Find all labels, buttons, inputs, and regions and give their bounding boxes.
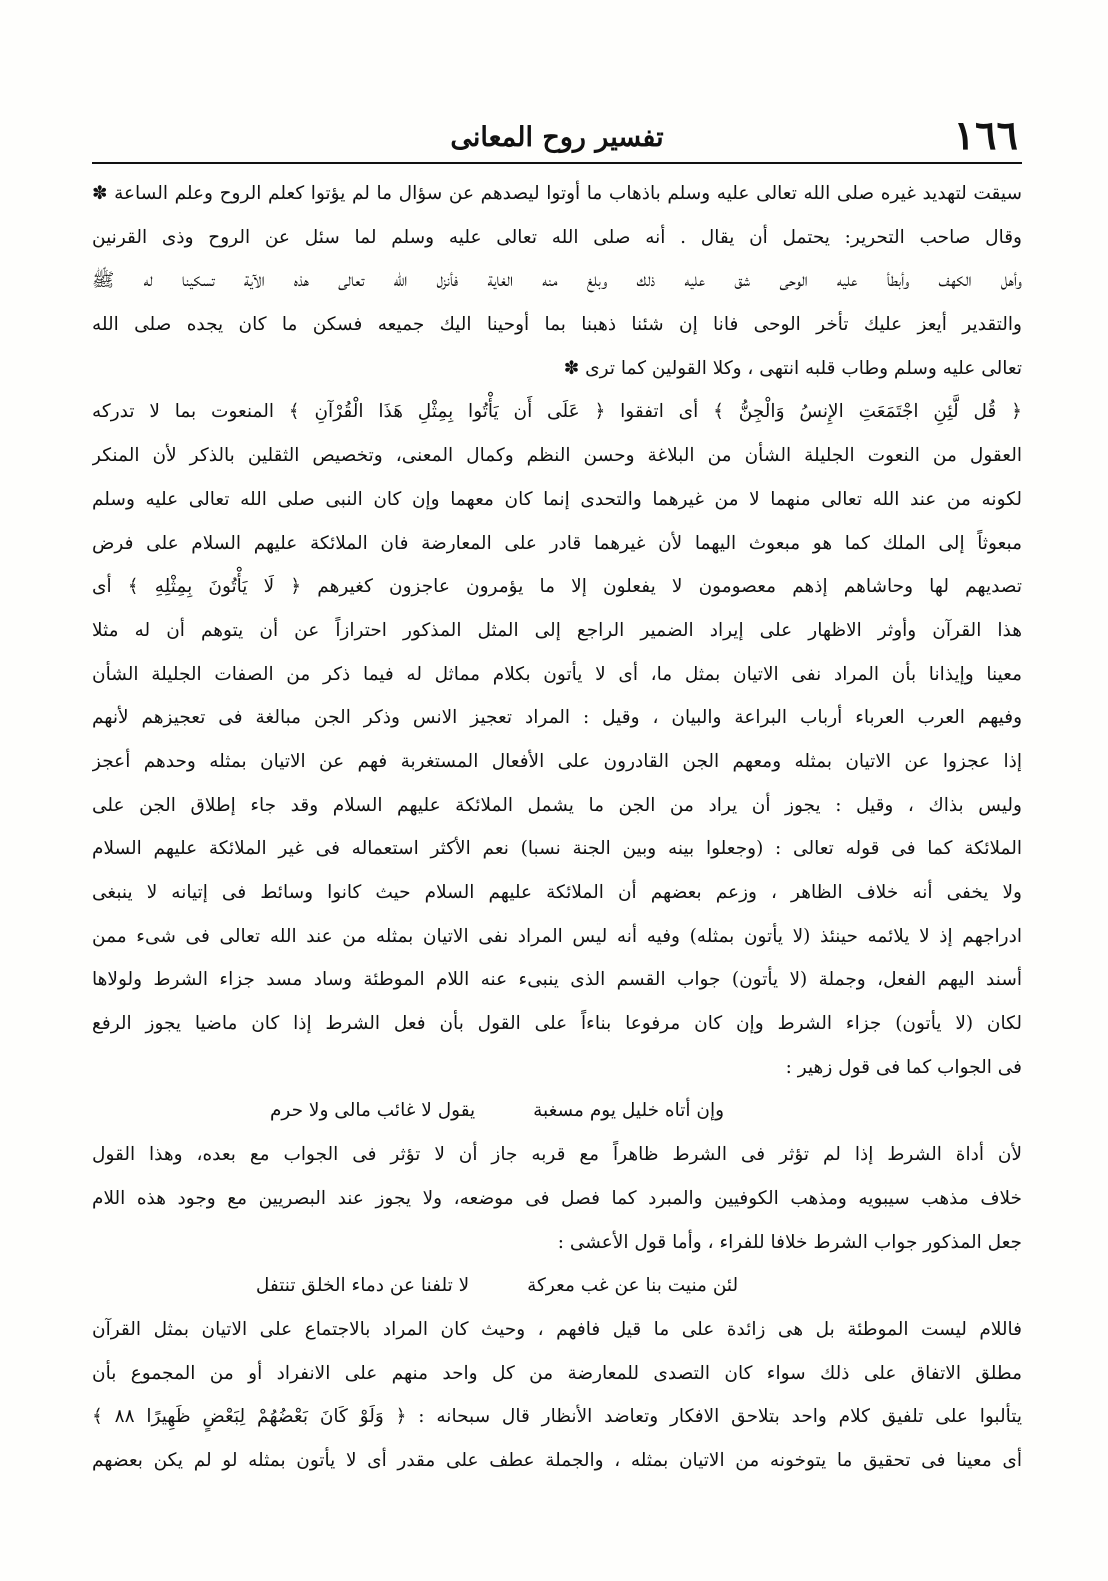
text-line: مطلق الاتفاق على ذلك سواء كان التصدى للمعارضة من كل واحد منهم على الانفراد أو من المجموع بأن xyxy=(92,1362,1022,1384)
verse-first-hemistich: لئن منيت بنا عن غب معركة xyxy=(527,1275,739,1297)
verse-first-hemistich: وإن أتاه خليل يوم مسغبة xyxy=(533,1100,725,1122)
text-line: ادراجهم إذ لا يلائمه حينئذ (لا يأتون بمثله) وفيه أنه ليس المراد نفى الاتيان بمثله من عند الله تعالى فى شىء ممن xyxy=(92,925,1022,947)
text-line: وليس بذاك ، وقيل : يجوز أن يراد من الجن ما يشمل الملائكة عليهم السلام وقد جاء إطلاق الجن على xyxy=(92,794,1022,816)
text-line: سيقت لتهديد غيره صلى الله تعالى عليه وسلم باذهاب ما أوتوا ليصدهم عن سؤال ما لم يؤتوا كعلم الروح وعلم الساعة ✽ xyxy=(92,183,1022,204)
poetry-verse-zuhayr xyxy=(92,1089,1022,1133)
text-line: لأن أداة الشرط إذا لم تؤثر فى الشرط ظاهراً مع قربه جاز أن لا تؤثر فى الجواب مع بعده، وهذا القول xyxy=(92,1144,1022,1166)
commentary-text xyxy=(92,164,1022,1483)
page-number: ١٦٦ xyxy=(953,112,1018,159)
text-line: لكونه من عند الله تعالى منهما لا من غيرهما والتحدى إنما كان معهما وإن كان النبى صلى الله تعالى عليه وسلم xyxy=(92,488,1022,510)
text-line: هذا القرآن وأوثر الاظهار على إيراد الضمير الراجع إلى المثل المذكور احترازاً عن أن يتوهم أن له مثلا xyxy=(92,619,1022,641)
text-line: لكان (لا يأتون) جزاء الشرط وإن كان مرفوعا بناءاً على القول بأن فعل الشرط إذا كان ماضيا يجوز الرفع xyxy=(92,1013,1022,1035)
text-line: فى الجواب كما فى قول زهير : xyxy=(785,1056,1022,1078)
page-header xyxy=(92,112,1022,164)
text-line: وأهل الكهف وأبطأ عليه الوحى شق عليه ذلك وبلغ منه الغاية فأنزل الله تعالى هذه الآية تسكينا له ﷺ xyxy=(92,270,1022,292)
verse-quote-line: يتألبوا على تلفيق كلام واحد بتلاحق الافكار وتعاضد الأنظار قال سبحانه : ﴿ وَلَوْ كَانَ بَعْضُهُمْ لِبَعْضٍ ظَهِيرًا ٨٨ ﴾ xyxy=(92,1406,1022,1428)
text-line: تصديهم لها وحاشاهم إذهم معصومون لا يفعلون إلا ما يؤمرون عاجزون كغيرهم ﴿ لَا يَأْتُونَ بِمِثْلِهِ ﴾ أى xyxy=(92,576,1022,598)
text-line: العقول من النعوت الجليلة الشأن من البلاغة وحسن النظم وكمال المعنى، وتخصيص الثقلين بالذكر لأن المنكر xyxy=(92,445,1022,467)
verse-second-hemistich: لا تلفنا عن دماء الخلق تنتفل xyxy=(255,1275,470,1297)
text-line: الملائكة كما فى قوله تعالى : (وجعلوا بينه وبين الجنة نسبا) نعم الأكثر استعماله فى غير الملائكة عليهم السلام xyxy=(92,838,1022,860)
text-line: تعالى عليه وسلم وطاب قلبه انتهى ، وكلا القولين كما ترى ✽ xyxy=(563,357,1022,379)
verse-quote-line: ﴿ قُل لَّئِنِ اجْتَمَعَتِ الإِنسُ وَالْجِنُّ ﴾ أى اتفقوا ﴿ عَلَى أَن يَأْتُوا بِمِثْلِ هَذَا الْقُرْآنِ ﴾ المنعوت بما لا تدركه xyxy=(92,401,1022,423)
text-line: معينا وإيذانا بأن المراد نفى الاتيان بمثل ما، أى لا يأتون بكلام مماثل له فيما ذكر من الصفات الجليلة الشأن xyxy=(92,663,1022,685)
text-line: والتقدير أيعز عليك تأخر الوحى فانا إن شئنا ذهبنا بما أوحينا اليك جميعه فسكن ما كان يجده صلى الله xyxy=(92,314,1022,336)
text-line: وقال صاحب التحرير: يحتمل أن يقال . أنه صلى الله تعالى عليه وسلم لما سئل عن الروح وذى القرنين xyxy=(92,226,1022,248)
text-line: أى معينا فى تحقيق ما يتوخونه من الاتيان بمثله ، والجملة عطف على مقدر أى لا يأتون بمثله لو لم يكن بعضهم xyxy=(92,1449,1022,1471)
page xyxy=(92,112,1022,1562)
verse-second-hemistich: يقول لا غائب مالى ولا حرم xyxy=(269,1100,476,1122)
text-line: إذا عجزوا عن الاتيان بمثله ومعهم الجن القادرون على الأفعال المستغربة فهم عن الاتيان بمثله وحدهم أعجز xyxy=(92,750,1022,772)
text-line: وفيهم العرب العرباء أرباب البراعة والبيان ، وقيل : المراد تعجيز الانس وذكر الجن مبالغة فى تعجيزهم لأنهم xyxy=(92,707,1022,729)
running-title: تفسير روح المعانى xyxy=(450,122,664,153)
poetry-verse-asha xyxy=(92,1264,1022,1308)
text-line: ولا يخفى أنه خلاف الظاهر ، وزعم بعضهم أن الملائكة عليهم السلام حيث كانوا وسائط فى إتيانه لا ينبغى xyxy=(92,882,1022,903)
text-line: جعل المذكور جواب الشرط خلافا للفراء ، وأما قول الأعشى : xyxy=(557,1231,1022,1253)
text-line: أسند اليهم الفعل، وجملة (لا يأتون) جواب القسم الذى ينبىء عنه اللام الموطئة وساد مسد جزاء الشرط ولولاها xyxy=(92,969,1022,991)
text-line: مبعوثاً إلى الملك كما هو مبعوث اليهما لأن غيرهما قادر على المعارضة فان الملائكة عليهم السلام على فرض xyxy=(92,532,1022,554)
text-line: فاللام ليست الموطئة بل هى زائدة على ما قيل فافهم ، وحيث كان المراد بالاجتماع على الاتيان بمثل القرآن xyxy=(92,1318,1022,1340)
text-line: خلاف مذهب سيبويه ومذهب الكوفيين والمبرد كما فصل فى موضعه، ولا يجوز عند البصريين مع وجود هذه اللام xyxy=(92,1187,1022,1209)
